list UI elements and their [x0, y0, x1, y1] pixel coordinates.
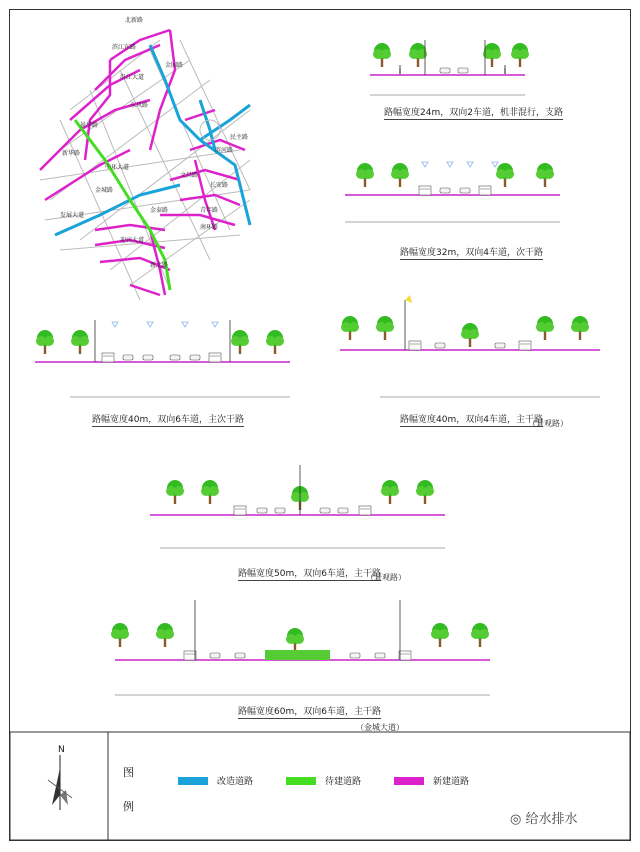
map-label: 金城路	[95, 187, 114, 194]
map-label: 迎宾大道	[120, 237, 145, 244]
legend-title-top: 图	[123, 766, 134, 779]
watermark	[510, 808, 578, 827]
map-label: 文昌路	[180, 172, 199, 179]
compass-label: N	[58, 745, 65, 755]
map-label: 发展大道	[60, 212, 85, 219]
section-note: （金城大道）	[356, 723, 404, 732]
section-caption: 路幅宽度40m，双向4车道，主干路	[400, 415, 543, 425]
map-label: 青年路	[200, 207, 219, 214]
section-caption: 路幅宽度60m，双向6车道，主干路	[238, 707, 381, 717]
map-label: 民主路	[230, 134, 249, 141]
section-caption: 路幅宽度50m，双向6车道，主干路	[238, 569, 381, 579]
map-label: 金泰路	[150, 207, 169, 214]
map-label: 长安路	[210, 182, 229, 189]
map-label: 沿江大道	[120, 74, 145, 81]
map-label: 滨河路	[215, 147, 234, 154]
map-label: 金园路	[165, 62, 184, 69]
legend-title-bottom: 例	[123, 800, 134, 813]
map-label: 滨江东路	[112, 44, 137, 51]
map-label: 东风路	[130, 102, 149, 109]
legend-swatch	[394, 777, 424, 785]
section-caption: 路幅宽度24m，双向2车道，机非混行，支路	[384, 108, 563, 118]
map-label: 南环路	[200, 224, 219, 231]
map-label: 景华路	[80, 122, 99, 129]
map-label: 新北路	[150, 262, 169, 269]
wechat-icon: ◎	[510, 812, 522, 827]
section-note: （景观路）	[366, 573, 406, 582]
legend-label: 新建道路	[433, 777, 470, 787]
watermark-text: 给水排水	[525, 812, 578, 827]
section-note: （景观路）	[528, 419, 568, 428]
map-label: 北新路	[125, 17, 144, 24]
section-caption: 路幅宽度32m，双向4车道，次干路	[400, 248, 543, 258]
map-label: 新华路	[62, 150, 81, 157]
section-caption: 路幅宽度40m，双向6车道，主次干路	[92, 415, 244, 425]
legend-label: 待建道路	[325, 777, 362, 787]
legend-label: 改造道路	[217, 777, 254, 787]
legend-swatch	[286, 777, 316, 785]
legend-swatch	[178, 777, 208, 785]
map-label: 中环大道	[105, 164, 130, 171]
